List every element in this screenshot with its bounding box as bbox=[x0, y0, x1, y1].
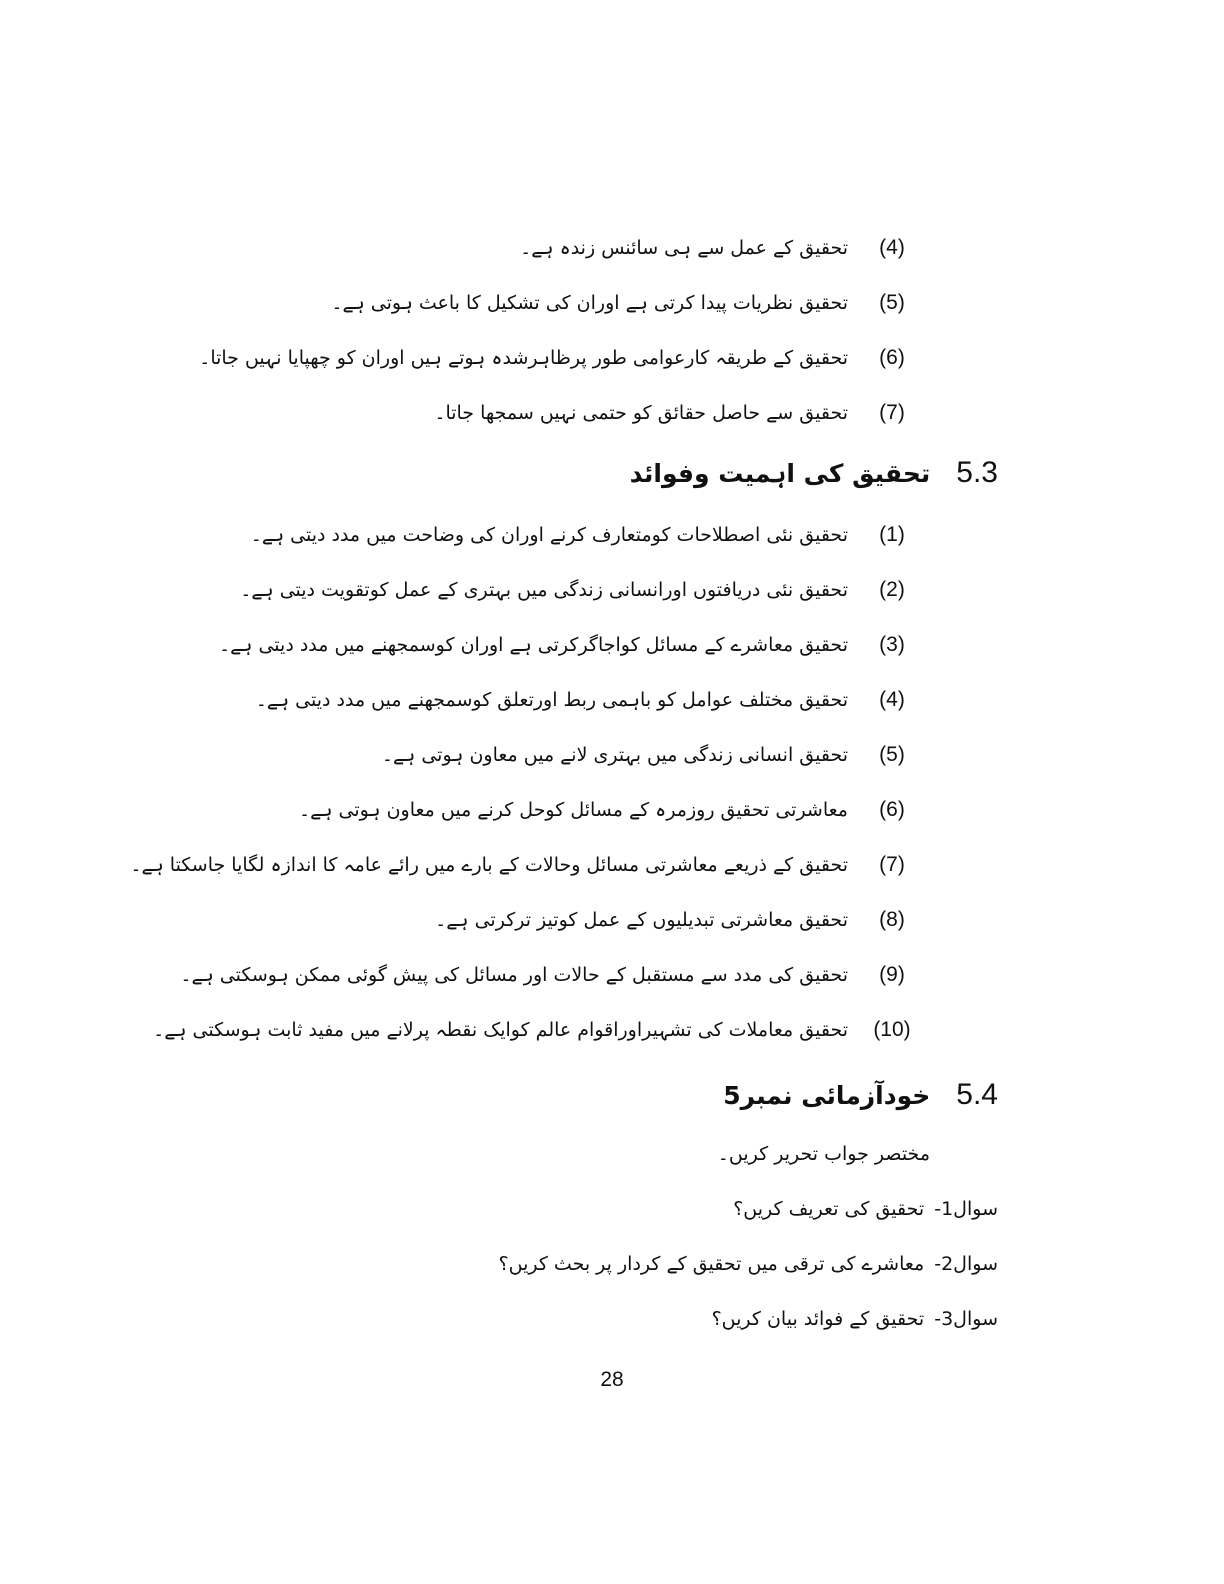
item-text: تحقیق معاملات کی تشہیراوراقوام عالم کوایک نقطہ پرلانے میں مفید ثابت ہوسکتی ہے۔ bbox=[153, 1019, 848, 1041]
item-text: تحقیق کے عمل سے ہی سائنس زندہ ہے۔ bbox=[520, 237, 848, 259]
item-number: (4) bbox=[879, 688, 905, 711]
item-text: تحقیق نئی دریافتوں اورانسانی زندگی میں بہتری کے عمل کوتقویت دیتی ہے۔ bbox=[240, 579, 848, 601]
section-number: 5.4 bbox=[956, 1078, 998, 1111]
list-item bbox=[166, 900, 926, 940]
section-heading-5-4 bbox=[723, 1070, 998, 1120]
item-text: تحقیق نئی اصطلاحات کومتعارف کرنے اوران کی وضاحت میں مدد دیتی ہے۔ bbox=[250, 524, 848, 546]
item-number: (7) bbox=[879, 853, 905, 876]
question-label: سوال2- bbox=[934, 1253, 998, 1275]
item-number: (1) bbox=[879, 523, 905, 546]
list-item bbox=[166, 625, 926, 665]
list-item bbox=[166, 790, 926, 830]
section-heading-5-3 bbox=[630, 448, 998, 498]
list-item bbox=[166, 680, 926, 720]
item-text: معاشرتی تحقیق روزمرہ کے مسائل کوحل کرنے میں معاون ہوتی ہے۔ bbox=[299, 799, 848, 821]
list-item bbox=[166, 228, 926, 268]
item-text: تحقیق سے حاصل حقائق کو حتمی نہیں سمجھا جاتا۔ bbox=[434, 402, 848, 424]
item-number: (10) bbox=[873, 1018, 911, 1041]
item-number: (8) bbox=[879, 908, 905, 931]
section-title: تحقیق کی اہمیت وفوائد bbox=[629, 458, 931, 488]
question-text: تحقیق کے فوائد بیان کریں؟ bbox=[711, 1308, 925, 1330]
item-text: تحقیق کی مدد سے مستقبل کے حالات اور مسائل کی پیش گوئی ممکن ہوسکتی ہے۔ bbox=[180, 964, 848, 986]
item-number: (7) bbox=[879, 401, 905, 424]
item-number: (9) bbox=[879, 963, 905, 986]
list-item bbox=[106, 1010, 926, 1050]
item-text: تحقیق انسانی زندگی میں بہتری لانے میں معاون ہوتی ہے۔ bbox=[381, 744, 848, 766]
item-number: (6) bbox=[879, 798, 905, 821]
list-item bbox=[166, 570, 926, 610]
question-item bbox=[712, 1299, 998, 1339]
item-number: (6) bbox=[879, 346, 905, 369]
list-item bbox=[166, 735, 926, 775]
item-text: تحقیق نظریات پیدا کرتی ہے اوران کی تشکیل کا باعث ہوتی ہے۔ bbox=[331, 292, 848, 314]
item-number: (2) bbox=[879, 578, 905, 601]
item-number: (4) bbox=[879, 236, 905, 259]
question-item bbox=[499, 1244, 998, 1284]
item-text: تحقیق کے ذریعے معاشرتی مسائل وحالات کے بارے میں رائے عامہ کا اندازہ لگایا جاسکتا ہے۔ bbox=[130, 854, 848, 876]
item-number: (3) bbox=[879, 633, 905, 656]
item-text: تحقیق معاشرے کے مسائل کواجاگرکرتی ہے اوران کوسمجھنے میں مدد دیتی ہے۔ bbox=[219, 634, 848, 656]
question-text: تحقیق کی تعریف کریں؟ bbox=[733, 1198, 925, 1220]
question-label: سوال3- bbox=[934, 1308, 998, 1330]
question-text: معاشرے کی ترقی میں تحقیق کے کردار پر بحث کریں؟ bbox=[498, 1253, 925, 1275]
page-number: 28 bbox=[600, 1368, 624, 1391]
list-item bbox=[166, 515, 926, 555]
list-item bbox=[166, 338, 926, 378]
item-text: تحقیق معاشرتی تبدیلیوں کے عمل کوتیز ترکرتی ہے۔ bbox=[435, 909, 848, 931]
section-title: خودآزمائی نمبر5 bbox=[723, 1080, 931, 1110]
question-item bbox=[733, 1189, 998, 1229]
list-item bbox=[46, 845, 926, 885]
list-item bbox=[166, 955, 926, 995]
item-number: (5) bbox=[879, 743, 905, 766]
instruction-text: مختصر جواب تحریر کریں۔ bbox=[717, 1143, 930, 1165]
section-number: 5.3 bbox=[956, 456, 998, 489]
item-number: (5) bbox=[879, 291, 905, 314]
list-item bbox=[166, 283, 926, 323]
question-label: سوال1- bbox=[934, 1198, 998, 1220]
item-text: تحقیق کے طریقہ کارعوامی طور پرظاہرشدہ ہوتے ہیں اوران کو چھپایا نہیں جاتا۔ bbox=[199, 347, 848, 369]
item-text: تحقیق مختلف عوامل کو باہمی ربط اورتعلق کوسمجھنے میں مدد دیتی ہے۔ bbox=[255, 689, 848, 711]
list-item bbox=[166, 393, 926, 433]
